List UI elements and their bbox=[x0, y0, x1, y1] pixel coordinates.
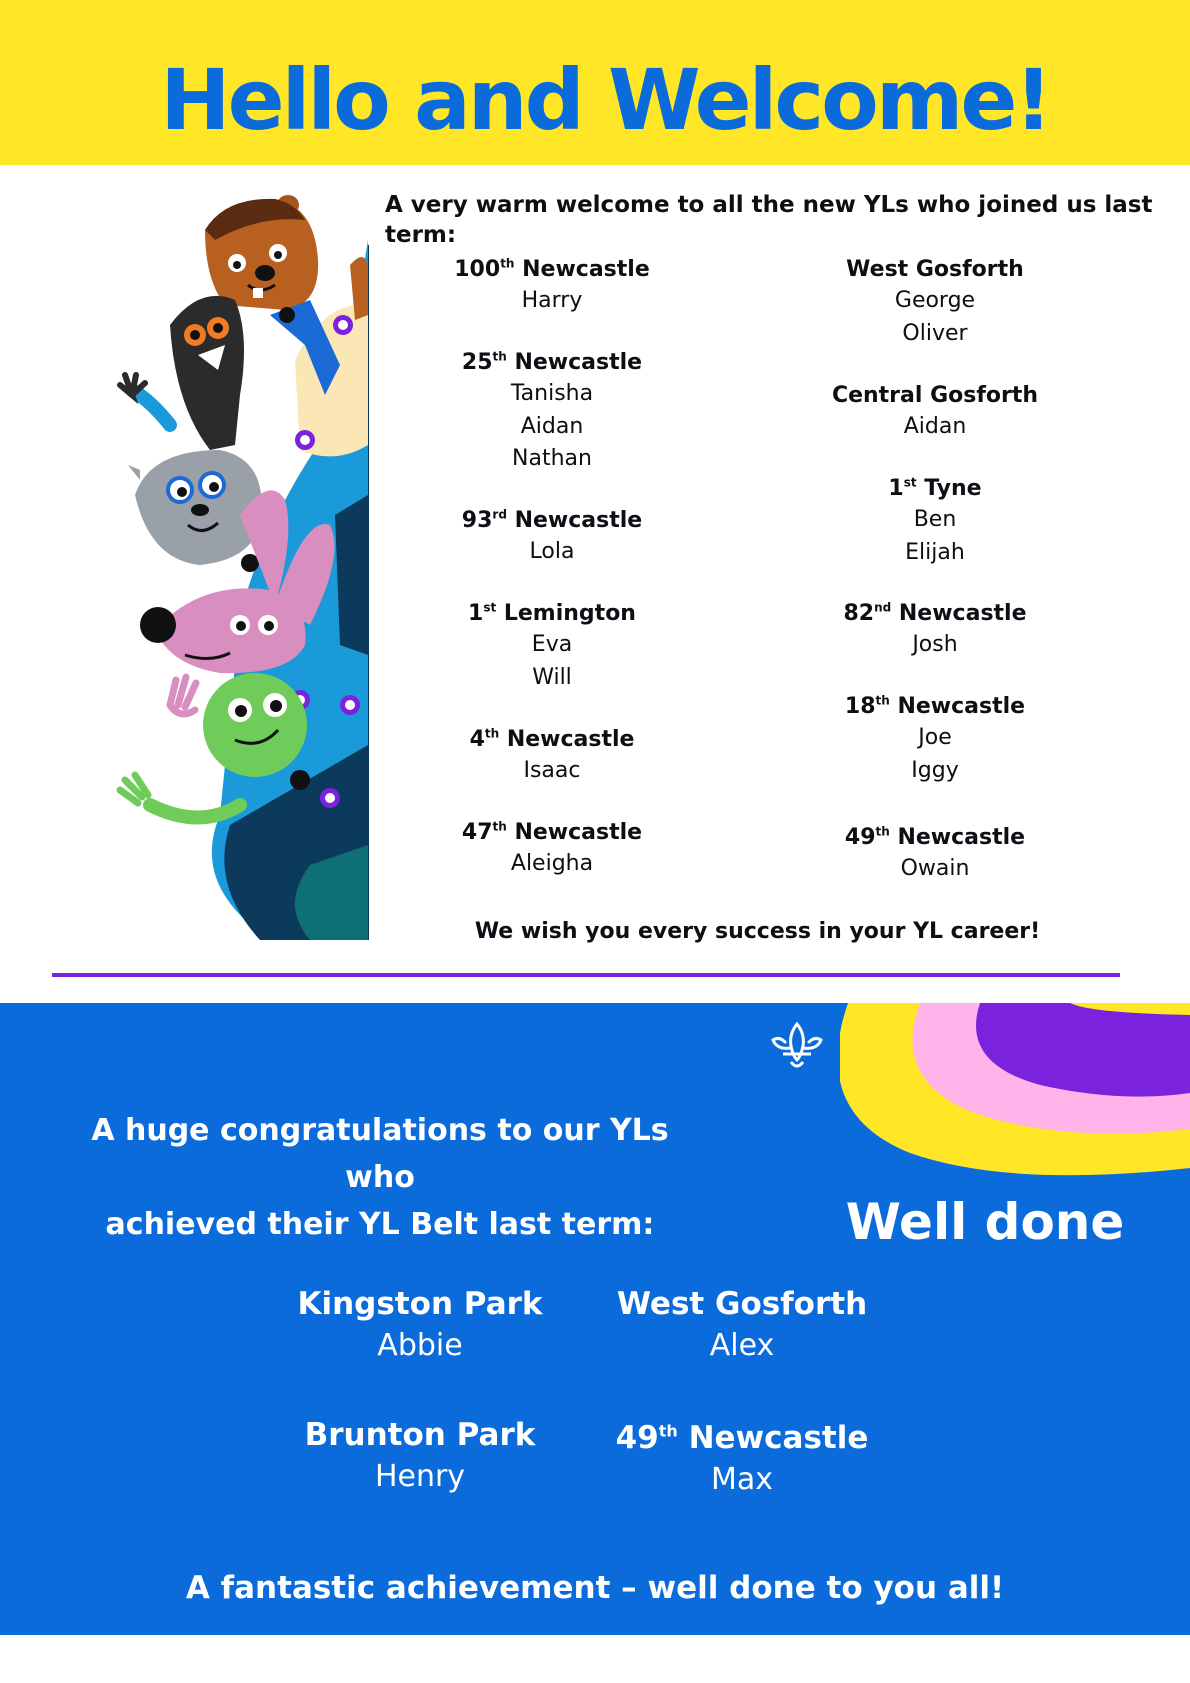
page-title: Hello and Welcome! bbox=[160, 51, 1050, 149]
group-name: 93rd Newcastle bbox=[461, 507, 643, 533]
welcome-group bbox=[785, 692, 1085, 787]
welcome-group bbox=[402, 348, 702, 476]
member-name: Joe bbox=[918, 725, 952, 750]
group-name: 82nd Newcastle bbox=[843, 600, 1027, 626]
member-name: Aleigha bbox=[510, 851, 594, 876]
member-name: Aidan bbox=[903, 414, 967, 439]
welcome-group bbox=[785, 381, 1085, 444]
group-name: 25th Newcastle bbox=[461, 349, 643, 375]
belt-member-name: Abbie bbox=[377, 1328, 463, 1363]
member-name: Nathan bbox=[512, 446, 592, 471]
belt-group bbox=[582, 1418, 902, 1502]
welcome-group bbox=[402, 599, 702, 694]
welcome-group bbox=[785, 823, 1085, 886]
welcome-group bbox=[785, 599, 1085, 662]
member-name: Oliver bbox=[902, 320, 968, 346]
belt-congrats bbox=[70, 1107, 690, 1248]
group-name: 47th Newcastle bbox=[461, 819, 643, 845]
decorative-curves bbox=[840, 1003, 1190, 1178]
group-name: 1st Tyne bbox=[888, 475, 982, 501]
well-done-heading: Well done bbox=[845, 1193, 1125, 1251]
belt-group-name: Brunton Park bbox=[304, 1417, 536, 1453]
belt-group bbox=[582, 1284, 902, 1368]
welcome-group bbox=[402, 255, 702, 318]
mascots-illustration bbox=[110, 185, 375, 940]
member-name: George bbox=[894, 288, 976, 313]
group-name: 4th Newcastle bbox=[469, 726, 635, 752]
belt-member-name: Max bbox=[710, 1462, 774, 1497]
belt-group-name: West Gosforth bbox=[616, 1286, 868, 1322]
member-name: Owain bbox=[900, 856, 970, 881]
welcome-outro: We wish you every success in your YL career! bbox=[474, 919, 1041, 944]
belt-group-name: Kingston Park bbox=[297, 1286, 543, 1322]
welcome-intro: A very warm welcome to all the new YLs who joined us last term: bbox=[385, 192, 1153, 248]
member-name: Eva bbox=[531, 632, 573, 657]
welcome-group bbox=[402, 506, 702, 569]
belt-group bbox=[260, 1284, 580, 1368]
welcome-group bbox=[402, 725, 702, 788]
member-name: Ben bbox=[913, 507, 957, 532]
welcome-group bbox=[785, 255, 1085, 350]
section-divider bbox=[52, 973, 1120, 977]
belt-congrats-line2: achieved their YL Belt last term: bbox=[105, 1207, 655, 1242]
belt-member-name: Alex bbox=[709, 1328, 775, 1363]
welcome-group bbox=[785, 474, 1085, 569]
group-name: 49th Newcastle bbox=[844, 824, 1026, 850]
member-name: Harry bbox=[521, 288, 583, 313]
member-name: Aidan bbox=[520, 413, 584, 439]
belt-member-name: Henry bbox=[374, 1459, 466, 1494]
member-name: Iggy bbox=[911, 757, 959, 783]
belt-congrats-line1: A huge congratulations to our YLs who bbox=[91, 1113, 669, 1195]
member-name: Lola bbox=[529, 539, 575, 564]
belt-group-name: 49th Newcastle bbox=[615, 1420, 869, 1456]
member-name: Tanisha bbox=[510, 381, 594, 406]
belt-group bbox=[260, 1415, 580, 1499]
scouts-fleur-de-lis-icon bbox=[769, 1020, 825, 1072]
member-name: Josh bbox=[912, 632, 958, 657]
group-name: 1st Lemington bbox=[468, 600, 636, 626]
group-name: Central Gosforth bbox=[831, 383, 1039, 408]
member-name: Elijah bbox=[905, 539, 965, 565]
group-name: West Gosforth bbox=[846, 257, 1024, 282]
belt-finale: A fantastic achievement – well done to you all! bbox=[185, 1570, 1005, 1606]
welcome-group bbox=[402, 818, 702, 881]
group-name: 18th Newcastle bbox=[844, 693, 1026, 719]
member-name: Will bbox=[532, 664, 572, 690]
group-name: 100th Newcastle bbox=[454, 256, 650, 282]
member-name: Isaac bbox=[523, 758, 581, 783]
